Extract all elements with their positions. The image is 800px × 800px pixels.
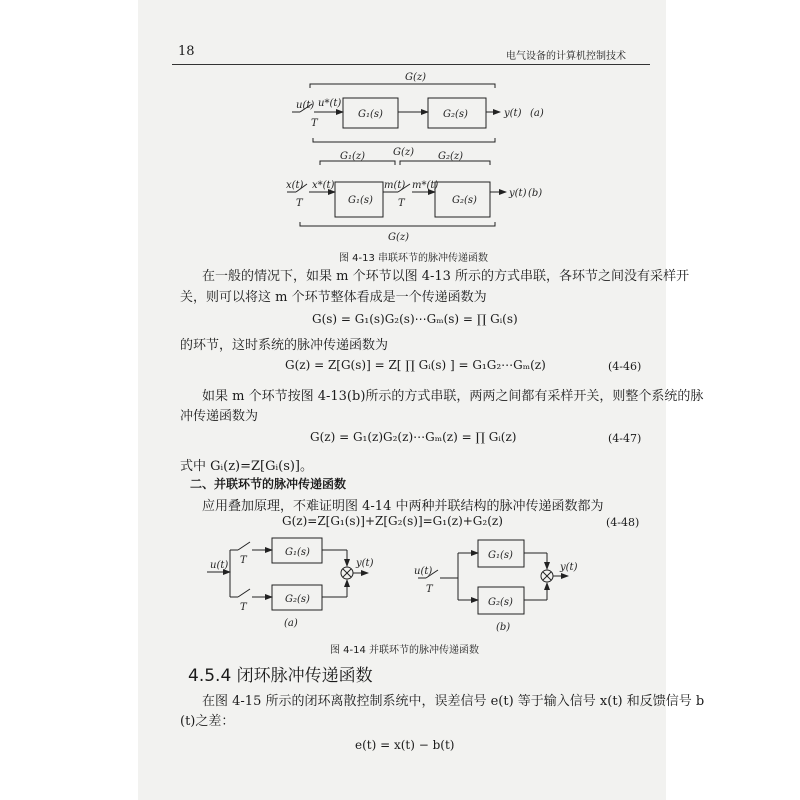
fig14b-tag: (b) [496, 622, 511, 633]
fig13b-input: x(t) [286, 180, 304, 191]
fig13b-block1-label: G₁(s) [348, 195, 373, 206]
fig14a-sampler2: T [240, 602, 247, 613]
fig13b-top1: G₁(z) [340, 151, 366, 162]
fig13a-ustar: u*(t) [318, 98, 342, 109]
fig13b-m: m(t) [384, 180, 406, 191]
fig14a-output: y(t) [356, 558, 374, 569]
fig14b-input: u(t) [414, 566, 433, 577]
running-title: 电气设备的计算机控制技术 [506, 51, 626, 62]
para-3-line-2: 冲传递函数为 [180, 409, 259, 424]
fig14a-block2-label: G₂(s) [285, 594, 310, 605]
fig13b-tag: (b) [528, 188, 543, 199]
equation-4-48: G(z)=Z[G₁(s)]+Z[G₂(s)]=G₁(z)+G₂(z) [282, 514, 503, 528]
equation-4-47: G(z) = G₁(z)G₂(z)⋯Gₘ(z) = ∏ Gᵢ(z) [310, 430, 517, 444]
brace-top-a [310, 84, 495, 88]
section-heading-closed-loop: 4.5.4 闭环脉冲传递函数 [188, 666, 373, 686]
para-closed-loop-line-1: 在图 4-15 所示的闭环离散控制系统中，误差信号 e(t) 等于输入信号 x(t) 和反馈信号 b [202, 694, 705, 709]
para-3-line-1: 如果 m 个环节按图 4-13(b)所示的方式串联，两两之间都有采样开关，则整个系统的脉 [202, 389, 704, 404]
brace-bottom-a [313, 138, 495, 142]
equation-gs-product: G(s) = G₁(s)G₂(s)⋯Gₘ(s) = ∏ Gᵢ(s) [312, 312, 518, 326]
fig13b-output: y(t) [509, 188, 527, 199]
fig13a-top-label: G(z) [405, 72, 427, 83]
para-2: 的环节，这时系统的脉冲传递函数为 [180, 338, 389, 353]
fig14a-block1-label: G₁(s) [285, 547, 310, 558]
fig14b-output: y(t) [560, 562, 578, 573]
fig14a-tag: (a) [284, 618, 298, 629]
page-number: 18 [178, 44, 195, 59]
fig14a-sampler1: T [240, 555, 247, 566]
fig13b-sampler2: T [398, 198, 405, 209]
fig13a-output: y(t) [504, 108, 522, 119]
brace-bottom-b [300, 222, 495, 226]
para-1-line-2: 关，则可以将这 m 个环节整体看成是一个传递函数为 [180, 290, 487, 305]
figure-4-14-caption: 图 4-14 并联环节的脉冲传递函数 [330, 645, 480, 656]
fig13b-mstar: m*(t) [412, 180, 439, 191]
fig13a-bottom-label: G(z) [393, 147, 415, 158]
fig13b-top2: G₂(z) [438, 151, 464, 162]
equation-number-4-46: (4-46) [608, 360, 642, 373]
para-closed-loop-line-2: (t)之差： [180, 714, 235, 729]
para-parallel: 应用叠加原理，不难证明图 4-14 中两种并联结构的脉冲传递函数都为 [202, 499, 604, 514]
fig13a-block2-label: G₂(s) [443, 109, 468, 120]
fig13b-xstar: x*(t) [312, 180, 335, 191]
equation-number-4-48: (4-48) [606, 516, 640, 529]
fig13a-sampler: T [311, 118, 318, 129]
para-4: 式中 Gᵢ(z)=Z[Gᵢ(s)]。 [180, 459, 314, 474]
fig14a-switch1 [238, 542, 250, 550]
fig14a-input: u(t) [210, 560, 229, 571]
fig14b-block1-label: G₁(s) [488, 550, 513, 561]
fig13b-bottom-label: G(z) [388, 232, 410, 243]
equation-number-4-47: (4-47) [608, 432, 642, 445]
figure-4-13-caption: 图 4-13 串联环节的脉冲传递函数 [339, 253, 489, 264]
equation-4-46: G(z) = Z[G(s)] = Z[ ∏ Gᵢ(s) ] = G₁G₂⋯Gₘ(z) [285, 358, 546, 372]
fig13a-tag: (a) [530, 108, 544, 119]
fig13a-input: u(t) [296, 100, 315, 111]
fig13a-block1-label: G₁(s) [358, 109, 383, 120]
fig14b-sampler: T [426, 584, 433, 595]
fig14a-switch2 [238, 589, 250, 597]
equation-error: e(t) = x(t) − b(t) [355, 738, 455, 752]
para-1-line-1: 在一般的情况下，如果 m 个环节以图 4-13 所示的方式串联，各环节之间没有采样开 [202, 269, 690, 284]
fig13b-sampler1: T [296, 198, 303, 209]
fig14b-block2-label: G₂(s) [488, 597, 513, 608]
fig13b-block2-label: G₂(s) [452, 195, 477, 206]
section-heading-parallel: 二、并联环节的脉冲传递函数 [190, 477, 347, 491]
